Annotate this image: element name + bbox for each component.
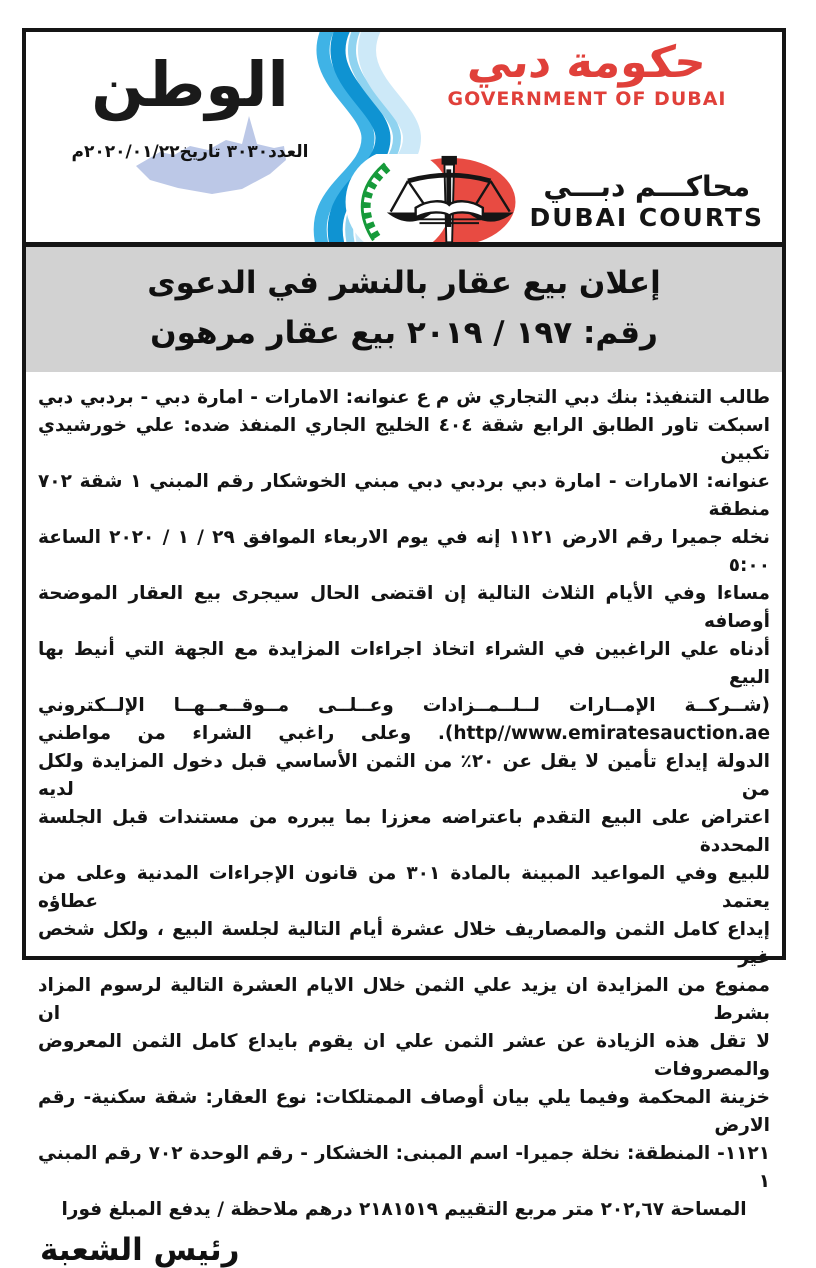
issue-date-line: العدد٣٠٣٠ تاريخ٢٠٢٠/٠١/٢٢م — [71, 142, 309, 162]
government-arabic-calligraphy: حكومة دبي — [465, 37, 709, 88]
notice-title-band — [26, 242, 782, 372]
body-line: مساءا وفي الأيام الثلاث التالية إن اقتضى الحال سيجرى بيع العقار الموضحة أوصافه — [38, 583, 770, 633]
government-of-dubai-block — [422, 37, 752, 111]
newspaper-name: الوطن — [91, 48, 289, 121]
header — [26, 32, 782, 242]
body-line: طالب التنفيذ: بنك دبي التجاري ش م ع عنوانه: الامارات - امارة دبي - بردبي دبي — [38, 387, 770, 409]
body-line: أدناه علي الراغبين في الشراء اتخاذ اجراءات المزايدة مع الجهة التي أنيط بها البيع — [38, 639, 770, 689]
body-line: للبيع وفي المواعيد المبينة بالمادة ٣٠١ من قانون الإجراءات المدنية وعلى من يعتمد عطاؤه — [38, 863, 771, 913]
body-line: ١١٢١- المنطقة: نخلة جميرا- اسم المبنى: الخشكار - رقم الوحدة ٧٠٢ رقم المبني ١ — [38, 1143, 770, 1193]
body-line: عنوانه: الامارات - امارة دبي بردبي دبي مبني الخوشكار رقم المبني ١ شقة ٧٠٢ منطقة — [38, 471, 770, 521]
body-line: لا تقل هذه الزيادة عن عشر الثمن علي ان يقوم بايداع كامل الثمن المعروض والمصروفات — [38, 1031, 770, 1081]
dubai-courts-text — [529, 172, 764, 232]
signature-head-of-division: رئيس الشعبة — [40, 1232, 240, 1268]
body-line: الدولة إيداع تأمين لا يقل عن ٢٠٪ من الثمن الأساسي قبل دخول المزايدة ولكل من لديه — [38, 751, 770, 801]
body-line: إيداع كامل الثمن والمصاريف خلال عشرة أيام التالية لجلسة البيع ، ولكل شخص غير — [38, 919, 770, 969]
body-line: اعتراض على البيع التقدم باعتراضه معززا بما يبرره من مستندات قبل الجلسة المحددة — [38, 807, 770, 857]
notice-body — [26, 372, 782, 1224]
notice-title-line-2: رقم: ١٩٧ / ٢٠١٩ بيع عقار مرهون — [150, 314, 658, 351]
body-line: نخله جميرا رقم الارض ١١٢١ إنه في يوم الاربعاء الموافق ٢٩ / ١ / ٢٠٢٠ الساعة ٥:٠٠ — [38, 527, 770, 577]
dubai-courts-arabic: محاكـــم دبـــي — [543, 170, 751, 204]
body-line: المساحة ٢٠٢,٦٧ متر مربع التقييم ٢١٨١٥١٩ درهم ملاحظة / يدفع المبلغ فورا — [61, 1199, 747, 1221]
dubai-courts-emblem-icon — [343, 154, 519, 242]
body-line: ممنوع من المزايدة ان يزيد علي الثمن خلال الايام العشرة التالية لرسوم المزاد بشرط ان — [38, 975, 770, 1025]
dubai-courts-block — [343, 154, 764, 242]
newspaper-masthead — [40, 48, 340, 162]
body-line: (شــركــة الإمــارات لــلــمــزادات وعــلــى مــوقــعــهــا الإلــكتروني — [38, 695, 770, 717]
body-line: خزينة المحكمة وفيما يلي بيان أوصاف الممتلكات: نوع العقار: شقة سكنية- رقم الارض — [38, 1087, 770, 1137]
notice-title-line-1: إعلان بيع عقار بالنشر في الدعوى — [147, 265, 661, 301]
notice-frame — [22, 28, 786, 1268]
body-line: اسبكت تاور الطابق الرابع شقة ٤٠٤ الخليج الجاري المنفذ ضده: علي خورشيدي تكبين — [38, 415, 770, 465]
dubai-courts-english: DUBAI COURTS — [529, 202, 764, 232]
body-line-auction-url: http//www.emiratesauction.ae). وعلى راغبي الشراء من مواطني — [38, 723, 770, 745]
government-english-label: GOVERNMENT OF DUBAI — [447, 88, 727, 111]
